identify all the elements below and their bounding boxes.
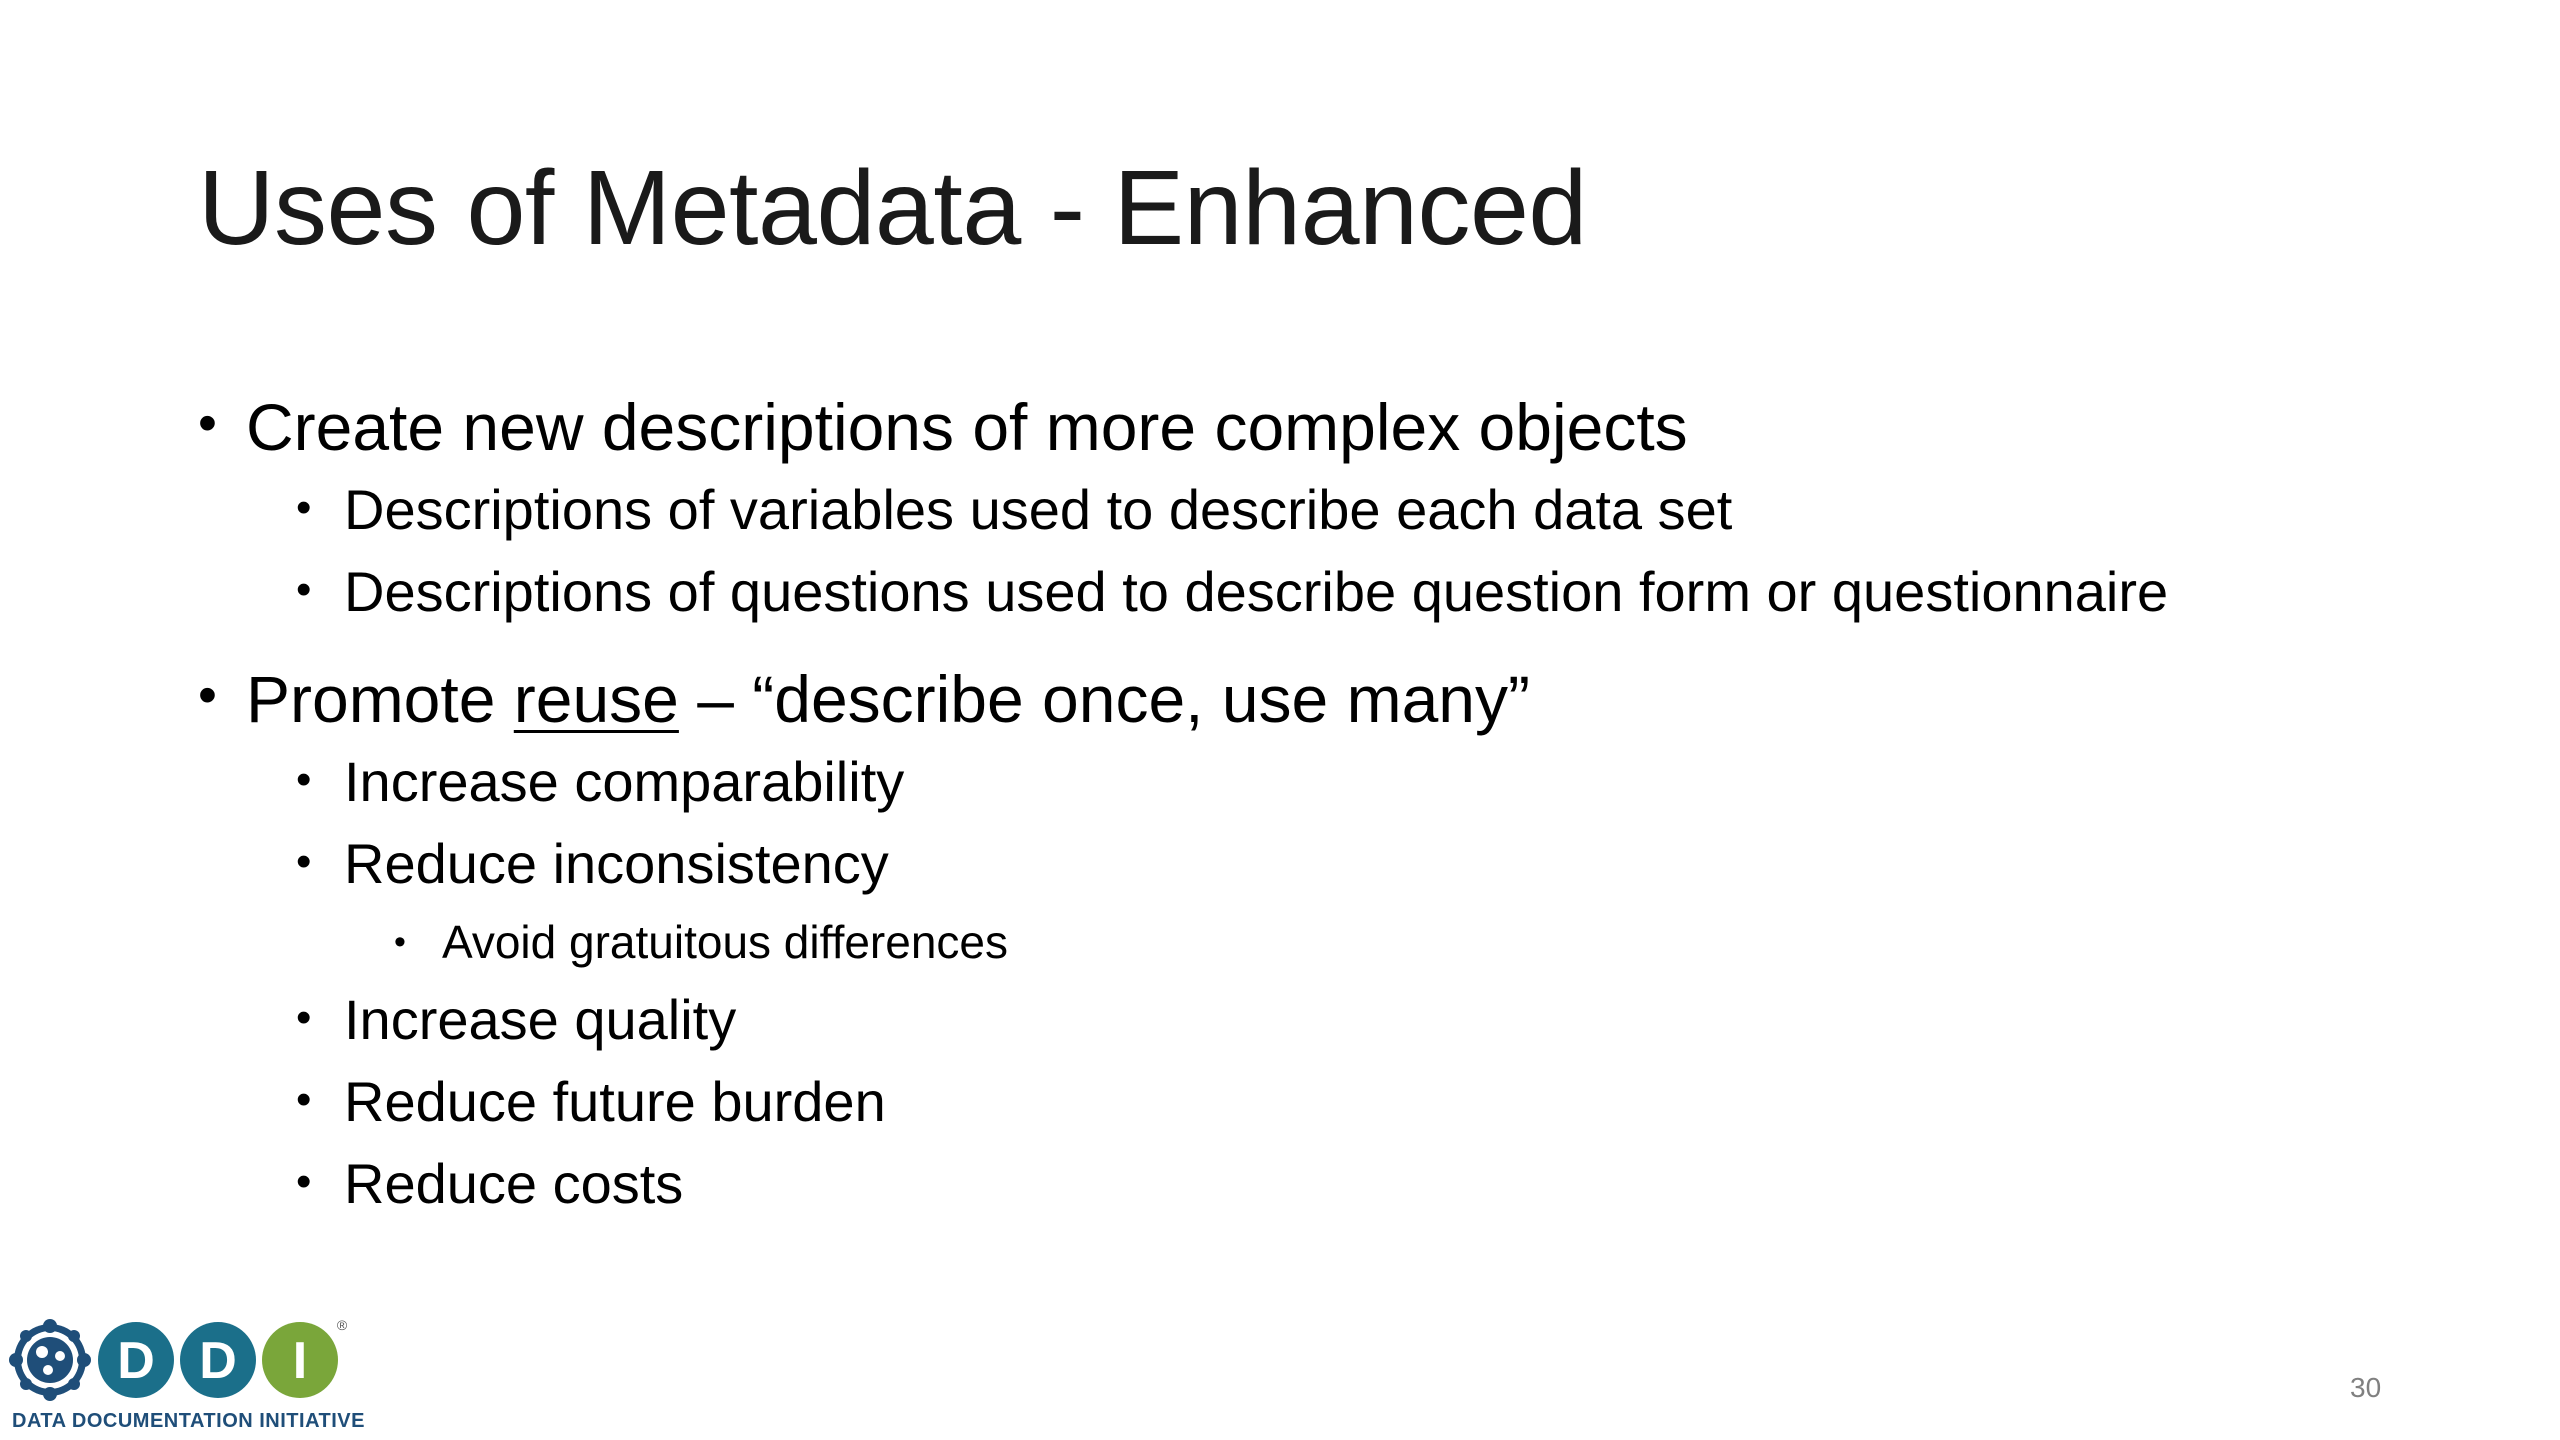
bullet-dot: • xyxy=(296,565,312,614)
bullet-level2 xyxy=(198,551,2448,633)
bullet-dot: • xyxy=(296,483,312,532)
bullet-level2 xyxy=(198,469,2448,551)
bullet-dot: • xyxy=(296,1075,312,1124)
bullet-text-prefix: Promote xyxy=(246,662,514,736)
bullet-text: Increase quality xyxy=(344,988,737,1051)
bullet-level2 xyxy=(198,823,2448,905)
logo-letter-d2-text: D xyxy=(199,1332,237,1390)
logo-letter-d1-text: D xyxy=(117,1332,155,1390)
logo-letter-d1 xyxy=(98,1322,174,1398)
bullet-list xyxy=(198,385,2448,1225)
page-number: 30 xyxy=(2350,1372,2382,1403)
bullet-dot: • xyxy=(198,665,217,725)
bullet-level2 xyxy=(198,741,2448,823)
bullet-dot: • xyxy=(198,393,217,453)
bullet-level2 xyxy=(198,1143,2448,1225)
bullet-text: Create new descriptions of more complex objects xyxy=(246,390,1688,464)
logo-letter-i xyxy=(262,1322,338,1398)
bullet-level3 xyxy=(198,905,2448,979)
logo-letter-i-text: I xyxy=(292,1332,308,1390)
bullet-text-suffix: – “describe once, use many” xyxy=(678,662,1530,736)
globe-gear-icon xyxy=(9,1319,91,1401)
bullet-text: Descriptions of variables used to describe each data set xyxy=(344,478,1733,541)
bullet-text: Reduce costs xyxy=(344,1152,684,1215)
bullet-level1 xyxy=(198,657,2448,741)
bullet-dot: • xyxy=(296,1157,312,1206)
bullet-dot: • xyxy=(296,837,312,886)
slide-title: Uses of Metadata - Enhanced xyxy=(198,149,1587,267)
bullet-level2 xyxy=(198,979,2448,1061)
bullet-text: Reduce inconsistency xyxy=(344,832,889,895)
bullet-text: Reduce future burden xyxy=(344,1070,886,1133)
logo-letter-d2 xyxy=(180,1322,256,1398)
bullet-text: Descriptions of questions used to describe question form or questionnaire xyxy=(344,560,2169,623)
bullet-dot: • xyxy=(394,923,406,961)
bullet-dot: • xyxy=(296,993,312,1042)
bullet-text: Avoid gratuitous differences xyxy=(442,916,1008,968)
bullet-level2 xyxy=(198,1061,2448,1143)
bullet-text: Increase comparability xyxy=(344,750,905,813)
bullet-dot: • xyxy=(296,755,312,804)
bullet-text-underlined: reuse xyxy=(513,662,679,736)
bullet-level1 xyxy=(198,385,2448,469)
logo-tagline: DATA DOCUMENTATION INITIATIVE xyxy=(12,1410,365,1432)
registered-mark: ® xyxy=(336,1317,348,1333)
